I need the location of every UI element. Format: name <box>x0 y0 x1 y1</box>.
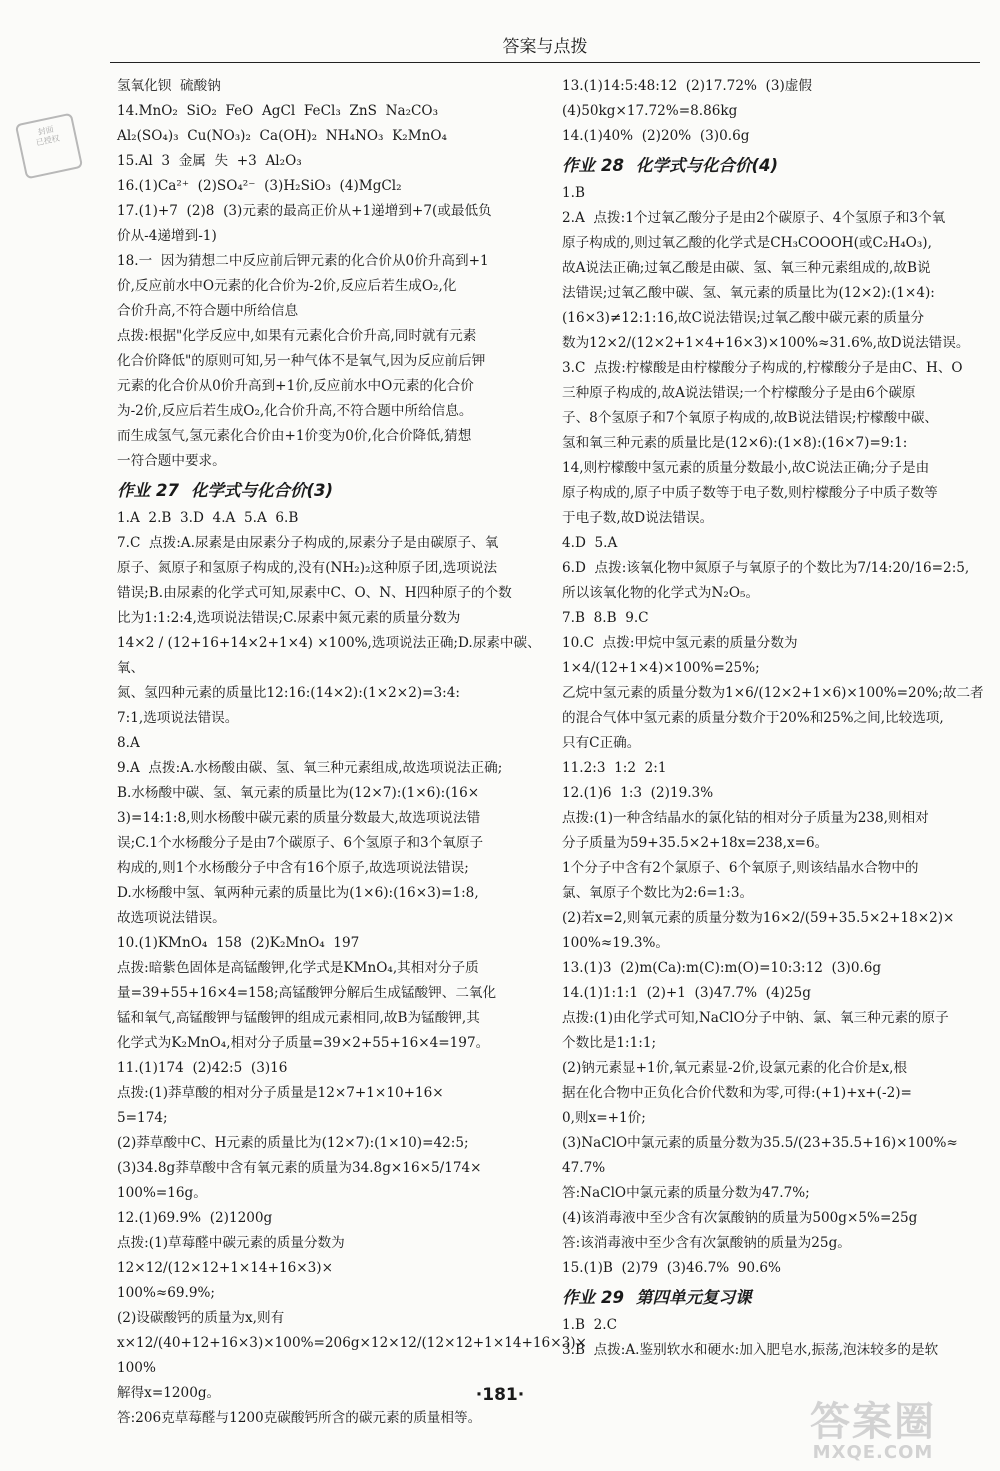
answer-line: 13.(1)14:5:48:12 (2)17.72% (3)虚假 <box>562 78 812 94</box>
answer-line: 100%=16g。 <box>117 1185 207 1201</box>
answer-line: 2.A 点拨:1个过氧乙酸分子是由2个碳原子、4个氢原子和3个氧 <box>562 210 946 226</box>
answer-line: (2)若x=2,则氧元素的质量分数为16×2/(59+35.5×2+18×2)× <box>562 910 955 926</box>
heading-label: 作业 <box>562 1288 595 1307</box>
answer-line: x×12/(40+12+16×3)×100%=206g×12×12/(12×12+1×14+16×3)× <box>117 1335 587 1351</box>
answer-line: 点拨:(1)由化学式可知,NaClO分子中钠、氯、氧三种元素的原子 <box>562 1010 949 1026</box>
answer-line: 锰和氧气,高锰酸钾与锰酸钾的组成元素相同,故B为锰酸钾,其 <box>117 1010 480 1026</box>
answer-line: 合价升高,不符合题中所给信息 <box>117 303 299 319</box>
answer-line: (16×3)≠12:1:16,故C说法错误;过氧乙酸中碳元素的质量分 <box>562 310 925 326</box>
answer-line: (3)NaClO中氯元素的质量分数为35.5/(23+35.5+16)×100%≈ <box>562 1135 958 1151</box>
right-column <box>562 74 990 1363</box>
answer-line: 0,则x=+1价; <box>562 1110 646 1126</box>
answer-line: 47.7% <box>562 1160 606 1176</box>
answer-line: 4.D 5.A <box>562 535 618 551</box>
answer-line: 12.(1)6 1:3 (2)19.3% <box>562 785 714 801</box>
heading-number: 29 <box>601 1288 624 1307</box>
watermark-sub: MXQE.COM <box>812 1442 934 1463</box>
answer-line: 价,反应前水中O元素的化合价为-2价,反应后若生成O₂,化 <box>117 278 457 294</box>
answer-line: 氯、氧原子个数比为2:6=1:3。 <box>562 885 754 901</box>
answer-line: 据在化合物中正负化合价代数和为零,可得:(+1)+x+(-2)= <box>562 1085 912 1101</box>
answer-line: 答:206克草莓醛与1200克碳酸钙所含的碳元素的质量相等。 <box>117 1410 482 1426</box>
answer-line: 所以该氧化物的化学式为N₂O₅。 <box>562 585 760 601</box>
answer-line: 7:1,选项说法错误。 <box>117 710 239 726</box>
answer-line: 5=174; <box>117 1110 168 1126</box>
answer-line: 6.D 点拨:该氧化物中氮原子与氧原子的个数比为7/14:20/16=2:5, <box>562 560 970 576</box>
answer-line: 误;C.1个水杨酸分子是由7个碳原子、6个氢原子和3个氧原子 <box>117 835 484 851</box>
answer-line: 答:NaClO中氯元素的质量分数为47.7%; <box>562 1185 810 1201</box>
answer-line: 3.C 点拨:柠檬酸是由柠檬酸分子构成的,柠檬酸分子是由C、H、O <box>562 360 963 376</box>
answer-line: 17.(1)+7 (2)8 (3)元素的最高正价从+1递增到+7(或最低负 <box>117 203 492 219</box>
answer-line: 15.Al 3 金属 失 +3 Al₂O₃ <box>117 153 302 169</box>
watermark-main: 答案圈 <box>810 1399 936 1445</box>
header-title: 答案与点拨 <box>502 37 588 57</box>
answer-line: 点拨:根据"化学反应中,如果有元素化合价升高,同时就有元素 <box>117 328 477 344</box>
answer-line: 100%≈19.3%。 <box>562 935 670 951</box>
answer-line: 点拨:(1)草莓醛中碳元素的质量分数为12×12/(12×12+1×14+16×3)× <box>117 1235 345 1276</box>
answer-line: 16.(1)Ca²⁺ (2)SO₄²⁻ (3)H₂SiO₃ (4)MgCl₂ <box>117 178 402 194</box>
answer-line: 构成的,则1个水杨酸分子中含有16个原子,故选项说法错误; <box>117 860 469 876</box>
answer-line: 氢和氧三种元素的质量比是(12×6):(1×8):(16×7)=9:1: <box>562 435 908 451</box>
answer-line: 11.(1)174 (2)42:5 (3)16 <box>117 1060 288 1076</box>
answer-line: 化学式为K₂MnO₄,相对分子质量=39×2+55+16×4=197。 <box>117 1035 490 1051</box>
heading-number: 28 <box>601 156 624 175</box>
assignment-heading <box>562 1283 990 1313</box>
answer-line: 3)=14:1:8,则水杨酸中碳元素的质量分数最大,故选项说法错 <box>117 810 481 826</box>
answer-line: 1.B <box>562 185 585 201</box>
answer-line: 个数比是1:1:1; <box>562 1035 657 1051</box>
answer-line: 原子、氮原子和氢原子构成的,没有(NH₂)₂这种原子团,选项说法 <box>117 560 498 576</box>
answer-line: D.水杨酸中氢、氧两种元素的质量比为(1×6):(16×3)=1:8, <box>117 885 479 901</box>
answer-line: B.水杨酸中碳、氢、氧元素的质量比为(12×7):(1×6):(16× <box>117 785 480 801</box>
answer-line: 14.MnO₂ SiO₂ FeO AgCl FeCl₃ ZnS Na₂CO₃ <box>117 103 439 119</box>
answer-line: 而生成氢气,氢元素化合价由+1价变为0价,化合价降低,猜想 <box>117 428 472 444</box>
answer-line: 14.(1)40% (2)20% (3)0.6g <box>562 128 750 144</box>
answer-line: 10.C 点拨:甲烷中氢元素的质量分数为1×4/(12+1×4)×100%=25%; <box>562 635 798 676</box>
answer-line: (4)50kg×17.72%=8.86kg <box>562 103 738 119</box>
answer-line: 9.A 点拨:A.水杨酸由碳、氢、氧三种元素组成,故选项说法正确; <box>117 760 503 776</box>
stamp-text: 封面 已授权 <box>35 124 61 148</box>
answer-line: 子、8个氢原子和7个氧原子构成的,故B说法错误;柠檬酸中碳、 <box>562 410 939 426</box>
answer-line: 分子质量为59+35.5×2+18x=238,x=6。 <box>562 835 829 851</box>
answer-line: 的混合气体中氢元素的质量分数介于20%和25%之间,比较选项, <box>562 710 944 726</box>
answer-line: (2)钠元素显+1价,氧元素显-2价,设氯元素的化合价是x,根 <box>562 1060 908 1076</box>
page-number: ·181· <box>475 1385 525 1405</box>
answer-line: (3)34.8g莽草酸中含有氧元素的质量为34.8g×16×5/174× <box>117 1160 482 1176</box>
answer-line: 故A说法正确;过氧乙酸是由碳、氢、氧三种元素组成的,故B说 <box>562 260 931 276</box>
answer-line: 14×2 / (12+16+14×2+1×4) ×100%,选项说法正确;D.尿素中碳、氧、 <box>117 635 541 676</box>
answer-line: 1.A 2.B 3.D 4.A 5.A 6.B <box>117 510 299 526</box>
answer-line: 元素的化合价从0价升高到+1价,反应前水中O元素的化合价 <box>117 378 474 394</box>
answer-line: 故选项说法错误。 <box>117 910 226 926</box>
answer-line: (2)设碳酸钙的质量为x,则有 <box>117 1310 285 1326</box>
answer-line: 原子构成的,原子中质子数等于电子数,则柠檬酸分子中质子数等 <box>562 485 938 501</box>
answer-line: 氢氧化钡 硫酸钠 <box>117 78 221 94</box>
answer-line: 错误;B.由尿素的化学式可知,尿素中C、O、N、H四种原子的个数 <box>117 585 512 601</box>
heading-title: 化学式与化合价(3) <box>190 481 334 500</box>
answer-line: 15.(1)B (2)79 (3)46.7% 90.6% <box>562 1260 781 1276</box>
answer-line: 于电子数,故D说法错误。 <box>562 510 714 526</box>
answer-line: (2)莽草酸中C、H元素的质量比为(12×7):(1×10)=42:5; <box>117 1135 469 1151</box>
answer-line: 一符合题中要求。 <box>117 453 226 469</box>
answer-line: 点拨:暗紫色固体是高锰酸钾,化学式是KMnO₄,其相对分子质 <box>117 960 479 976</box>
answer-line: 13.(1)3 (2)m(Ca):m(C):m(O)=10:3:12 (3)0.6g <box>562 960 882 976</box>
answer-line: 点拨:(1)莽草酸的相对分子质量是12×7+1×10+16× <box>117 1085 444 1101</box>
answer-line: 10.(1)KMnO₄ 158 (2)K₂MnO₄ 197 <box>117 935 360 951</box>
answer-line: 解得x=1200g。 <box>117 1385 221 1401</box>
stamp-logo <box>15 113 83 180</box>
assignment-heading <box>562 151 990 181</box>
answer-line: 量=39+55+16×4=158;高锰酸钾分解后生成锰酸钾、二氧化 <box>117 985 497 1001</box>
answer-line: 点拨:(1)一种含结晶水的氯化钴的相对分子质量为238,则相对 <box>562 810 929 826</box>
heading-title: 化学式与化合价(4) <box>635 156 779 175</box>
answer-line: 3.B 点拨:A.鉴别软水和硬水:加入肥皂水,振荡,泡沫较多的是软 <box>562 1342 939 1358</box>
answer-line: 18.一 因为猜想二中反应前后钾元素的化合价从0价升高到+1 <box>117 253 489 269</box>
answer-line: 14,则柠檬酸中氢元素的质量分数最小,故C说法正确;分子是由 <box>562 460 930 476</box>
answer-line: 100%≈69.9%; <box>117 1285 216 1301</box>
answer-line: 答:该消毒液中至少含有次氯酸钠的质量为25g。 <box>562 1235 851 1251</box>
answer-line: 100% <box>117 1360 156 1376</box>
heading-label: 作业 <box>562 156 595 175</box>
answer-line: (4)该消毒液中至少含有次氯酸钠的质量为500g×5%=25g <box>562 1210 918 1226</box>
answer-line: 11.2:3 1:2 2:1 <box>562 760 667 776</box>
answer-line: 12.(1)69.9% (2)1200g <box>117 1210 273 1226</box>
answer-line: 只有C正确。 <box>562 735 641 751</box>
answer-line: 化合价降低"的原则可知,另一种气体不是氧气,因为反应前后钾 <box>117 353 486 369</box>
answer-line: 7.B 8.B 9.C <box>562 610 649 626</box>
answer-line: 原子构成的,则过氧乙酸的化学式是CH₃COOOH(或C₂H₄O₃), <box>562 235 932 251</box>
answer-line: 为-2价,反应后若生成O₂,化合价升高,不符合题中所给信息。 <box>117 403 473 419</box>
answer-line: 三种原子构成的,故A说法错误;一个柠檬酸分子是由6个碳原 <box>562 385 916 401</box>
heading-title: 第四单元复习课 <box>635 1288 752 1307</box>
answer-line: 乙烷中氢元素的质量分数为1×6/(12×2+1×6)×100%=20%;故二者 <box>562 685 984 701</box>
answer-line: 14.(1)1:1:1 (2)+1 (3)47.7% (4)25g <box>562 985 811 1001</box>
answer-line: 1.B 2.C <box>562 1317 617 1333</box>
answer-line: 比为1:1:2:4,选项说法错误;C.尿素中氮元素的质量分数为 <box>117 610 461 626</box>
watermark-logo <box>758 1400 988 1462</box>
answer-line: 价从-4递增到-1) <box>117 228 217 244</box>
assignment-heading <box>117 476 547 506</box>
heading-label: 作业 <box>117 481 150 500</box>
answer-line: 氮、氢四种元素的质量比12:16:(14×2):(1×2×2)=3:4: <box>117 685 460 701</box>
answer-line: 7.C 点拨:A.尿素是由尿素分子构成的,尿素分子是由碳原子、氧 <box>117 535 499 551</box>
page-header <box>110 32 980 63</box>
answer-line: 数为12×2/(12×2+1×4+16×3)×100%≈31.6%,故D说法错误。 <box>562 335 970 351</box>
heading-number: 27 <box>156 481 179 500</box>
answer-line: 8.A <box>117 735 140 751</box>
answer-line: 法错误;过氧乙酸中碳、氢、氧元素的质量比为(12×2):(1×4): <box>562 285 935 301</box>
answer-line: 1个分子中含有2个氯原子、6个氧原子,则该结晶水合物中的 <box>562 860 919 876</box>
answer-line: Al₂(SO₄)₃ Cu(NO₃)₂ Ca(OH)₂ NH₄NO₃ K₂MnO₄ <box>117 128 447 144</box>
